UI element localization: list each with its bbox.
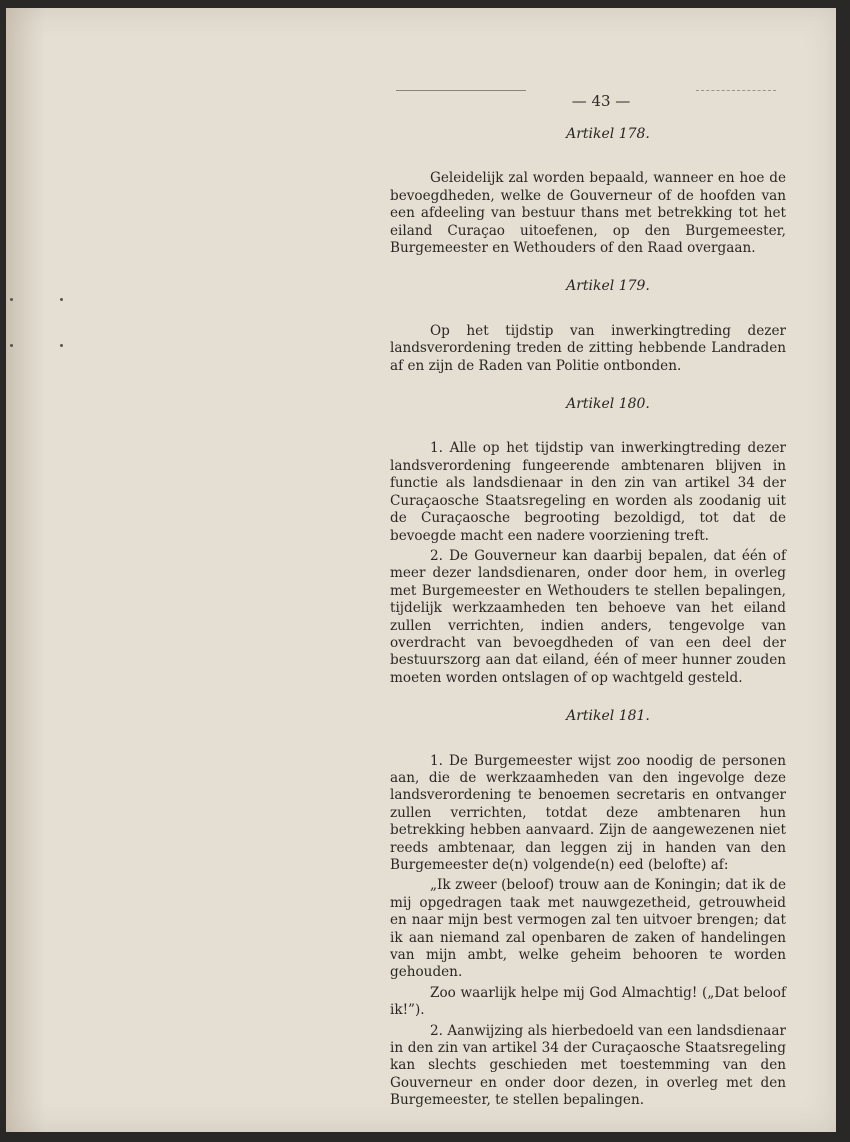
oath-closing: Zoo waarlijk helpe mij God Almachtig! („Dat beloof ik!”). — [390, 984, 786, 1019]
article-title: Artikel 180. — [566, 396, 650, 413]
margin-mark — [10, 344, 13, 347]
article-title: Artikel 179. — [566, 278, 650, 295]
article-title: Artikel 181. — [566, 708, 650, 725]
margin-mark — [60, 298, 63, 301]
margin-mark — [60, 344, 63, 347]
page-fold-shadow — [6, 8, 46, 1132]
oath-paragraph: „Ik zweer (beloof) trouw aan de Koningin; dat ik de mij opgedragen taak met nauwgezetheid, getrouwheid en naar mijn best vermogen zal ten uitvoer brengen; dat ik aan niemand zal openbaren de zaken of handelingen van mijn ambt, welke geheim behooren te worden gehouden. — [390, 877, 786, 981]
article-paragraph: 2. Aanwijzing als hierbedoeld van een landsdienaar in den zin van artikel 34 der Curaçaosche Staatsregeling kan slechts geschieden met toestemming van den Gouverneur en onder door dezen, in overleg met den Burgemeester, te stellen bepalingen. — [390, 1022, 786, 1109]
article-178 — [390, 126, 786, 257]
article-paragraph: 1. De Burgemeester wijst zoo noodig de personen aan, die de werkzaamheden van den ingevolge deze landsverordening te benoemen secretaris en ontvanger zullen verrichten, totdat deze ambtenaren hun betrekking hebben aanvaard. Zijn de aangewezenen niet reeds ambtenaar, dan leggen zij in handen van den Burgemeester de(n) volgende(n) eed (belofte) af: — [390, 752, 786, 873]
header-rule-left — [396, 90, 526, 91]
document-body — [390, 126, 786, 1131]
header-rule-right — [696, 90, 776, 92]
article-title: Artikel 178. — [566, 126, 650, 142]
article-paragraph: Op het tijdstip van inwerkingtreding dezer landsverordening treden de zitting hebbende Landraden af en zijn de Raden van Politie ontbonden. — [390, 322, 786, 374]
margin-mark — [10, 298, 13, 301]
page-number: — 43 — — [571, 92, 631, 110]
article-179 — [390, 278, 786, 375]
article-paragraph: Geleidelijk zal worden bepaald, wanneer en hoe de bevoegdheden, welke de Gouverneur of de hoofden van een afdeeling van bestuur thans met betrekking tot het eiland Curaçao uitoefenen, op den Burgemeester, Burgemeester en Wethouders of den Raad overgaan. — [390, 170, 786, 257]
article-paragraph: 2. De Gouverneur kan daarbij bepalen, dat één of meer dezer landsdienaren, onder door hem, in overleg met Burgemeester en Wethouders te stellen bepalingen, tijdelijk werkzaamheden ten behoeve van het eiland zullen verrichten, indien anders, tengevolge van overdracht van bevoegdheden of van een deel der bestuurszorg aan dat eiland, één of meer hunner zouden moeten worden ontslagen of op wachtgeld gesteld. — [390, 547, 786, 686]
article-180 — [390, 396, 786, 687]
article-paragraph: 1. Alle op het tijdstip van inwerkingtreding dezer landsverordening fungeerende ambtenaren blijven in functie als landsdienaar in den zin van artikel 34 der Curaçaosche Staatsregeling en worden als zoodanig uit de Curaçaosche begrooting bezoldigd, tot dat de bevoegde macht een nadere voorziening treft. — [390, 440, 786, 544]
document-page — [6, 8, 836, 1132]
article-181 — [390, 708, 786, 1110]
